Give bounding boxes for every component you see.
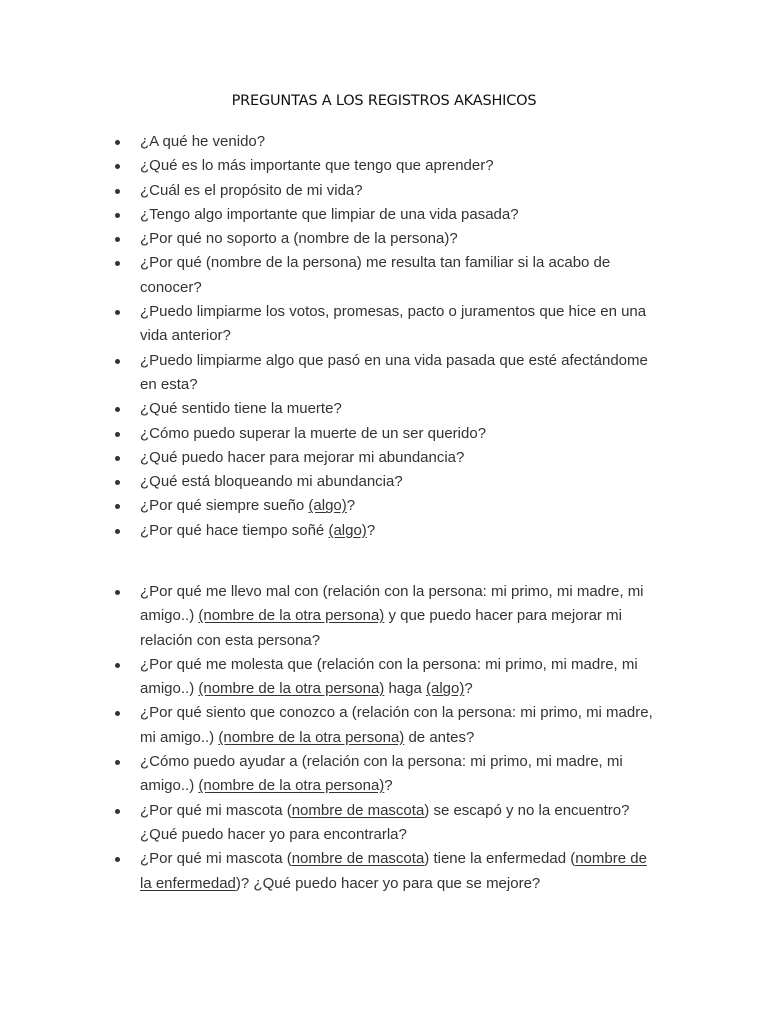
bullet-icon — [115, 663, 120, 668]
bullet-icon — [115, 760, 120, 765]
placeholder-text: (nombre de la otra persona) — [198, 607, 385, 625]
placeholder-text: nombre de mascota — [291, 801, 425, 819]
question-text: ¿Por qué (nombre de la persona) me resulta tan familiar si la acabo de conocer? — [140, 254, 611, 296]
question-text: y que puedo hacer para mejorar mi relación con esta persona? — [140, 607, 622, 649]
question-item — [0, 653, 660, 702]
question-item — [0, 154, 660, 178]
question-text: ) se escapó y no la encuentro? ¿Qué puedo hacer yo para encontrarla? — [140, 801, 630, 843]
placeholder-text: nombre de mascota — [291, 850, 425, 868]
question-text: ¿Puedo limpiarme algo que pasó en una vida pasada que esté afectándome en esta? — [140, 351, 648, 393]
question-text: ? — [384, 777, 393, 795]
placeholder-text: (algo) — [308, 497, 347, 515]
question-item — [0, 519, 660, 543]
question-text: ¿Tengo algo importante que limpiar de una vida pasada? — [140, 205, 519, 223]
question-text: ? — [464, 680, 473, 698]
question-text: ¿Por qué me molesta que (relación con la persona: mi primo, mi madre, mi amigo..) — [140, 655, 638, 698]
bullet-icon — [115, 164, 120, 169]
question-list-general — [0, 130, 660, 543]
question-text: haga — [384, 680, 427, 698]
bullet-icon — [115, 529, 120, 534]
bullet-icon — [115, 261, 120, 266]
bullet-icon — [115, 140, 120, 145]
question-text: ¿Puedo limpiarme los votos, promesas, pacto o juramentos que hice en una vida anterior? — [140, 303, 647, 345]
question-item — [0, 799, 660, 848]
bullet-icon — [115, 310, 120, 315]
placeholder-text: (nombre de la otra persona) — [198, 680, 385, 698]
question-item — [0, 397, 660, 421]
question-text: ¿A qué he venido? — [140, 133, 266, 150]
placeholder-text: (algo) — [328, 521, 367, 539]
question-item — [0, 422, 660, 446]
question-text: ¿Qué sentido tiene la muerte? — [140, 400, 342, 418]
question-list-relationships — [0, 580, 660, 896]
placeholder-text: nombre de la enfermedad — [140, 850, 647, 892]
question-text: ¿Qué es lo más importante que tengo que aprender? — [140, 157, 494, 175]
question-text: ¿Por qué mi mascota ( — [140, 801, 292, 819]
question-item — [0, 750, 660, 799]
question-item — [0, 179, 660, 203]
bullet-icon — [115, 711, 120, 716]
question-text: ¿Qué puedo hacer para mejorar mi abundancia? — [140, 448, 465, 466]
question-text: ¿Por qué mi mascota ( — [140, 850, 292, 868]
question-item — [0, 130, 660, 154]
question-text: de antes? — [404, 728, 475, 746]
bullet-icon — [115, 407, 120, 412]
bullet-icon — [115, 504, 120, 509]
placeholder-text: (nombre de la otra persona) — [218, 728, 405, 746]
question-text: ¿Por qué siempre sueño — [140, 497, 309, 515]
question-item — [0, 349, 660, 398]
question-text: ¿Qué está bloqueando mi abundancia? — [140, 473, 403, 491]
bullet-icon — [115, 359, 120, 364]
question-item — [0, 470, 660, 494]
question-text: ¿Por qué me llevo mal con (relación con la persona: mi primo, mi madre, mi amigo..) — [140, 583, 644, 625]
document-title: PREGUNTAS A LOS REGISTROS AKASHICOS — [231, 93, 537, 109]
question-text: ¿Por qué hace tiempo soñé — [140, 521, 329, 539]
question-item — [0, 446, 660, 470]
question-text: ? — [366, 521, 376, 539]
bullet-icon — [115, 809, 120, 814]
question-text: ¿Cómo puedo ayudar a (relación con la persona: mi primo, mi madre, mi amigo..) — [140, 753, 623, 795]
placeholder-text: (algo) — [426, 680, 465, 698]
question-item — [0, 847, 660, 896]
bullet-icon — [115, 480, 120, 485]
question-item — [0, 300, 660, 349]
question-text: ¿Cómo puedo superar la muerte de un ser querido? — [140, 424, 487, 442]
question-text: ? — [346, 497, 356, 515]
question-text: ¿Cuál es el propósito de mi vida? — [140, 181, 363, 199]
question-item — [0, 701, 660, 750]
bullet-icon — [115, 189, 120, 194]
bullet-icon — [115, 456, 120, 461]
bullet-icon — [115, 213, 120, 218]
question-item — [0, 227, 660, 251]
bullet-icon — [115, 237, 120, 242]
question-text: ¿Por qué siento que conozco a (relación con la persona: mi primo, mi madre, mi amigo..) — [140, 704, 653, 746]
question-text: ¿Por qué no soporto a (nombre de la persona)? — [140, 230, 458, 248]
placeholder-text: (nombre de la otra persona) — [198, 777, 385, 795]
question-item — [0, 251, 660, 300]
bullet-icon — [115, 432, 120, 437]
bullet-icon — [115, 857, 120, 862]
question-item — [0, 203, 660, 227]
question-text: )? ¿Qué puedo hacer yo para que se mejore? — [235, 874, 541, 892]
question-item — [0, 494, 660, 518]
bullet-icon — [115, 590, 120, 595]
question-item — [0, 580, 660, 653]
question-text: ) tiene la enfermedad ( — [424, 850, 576, 868]
